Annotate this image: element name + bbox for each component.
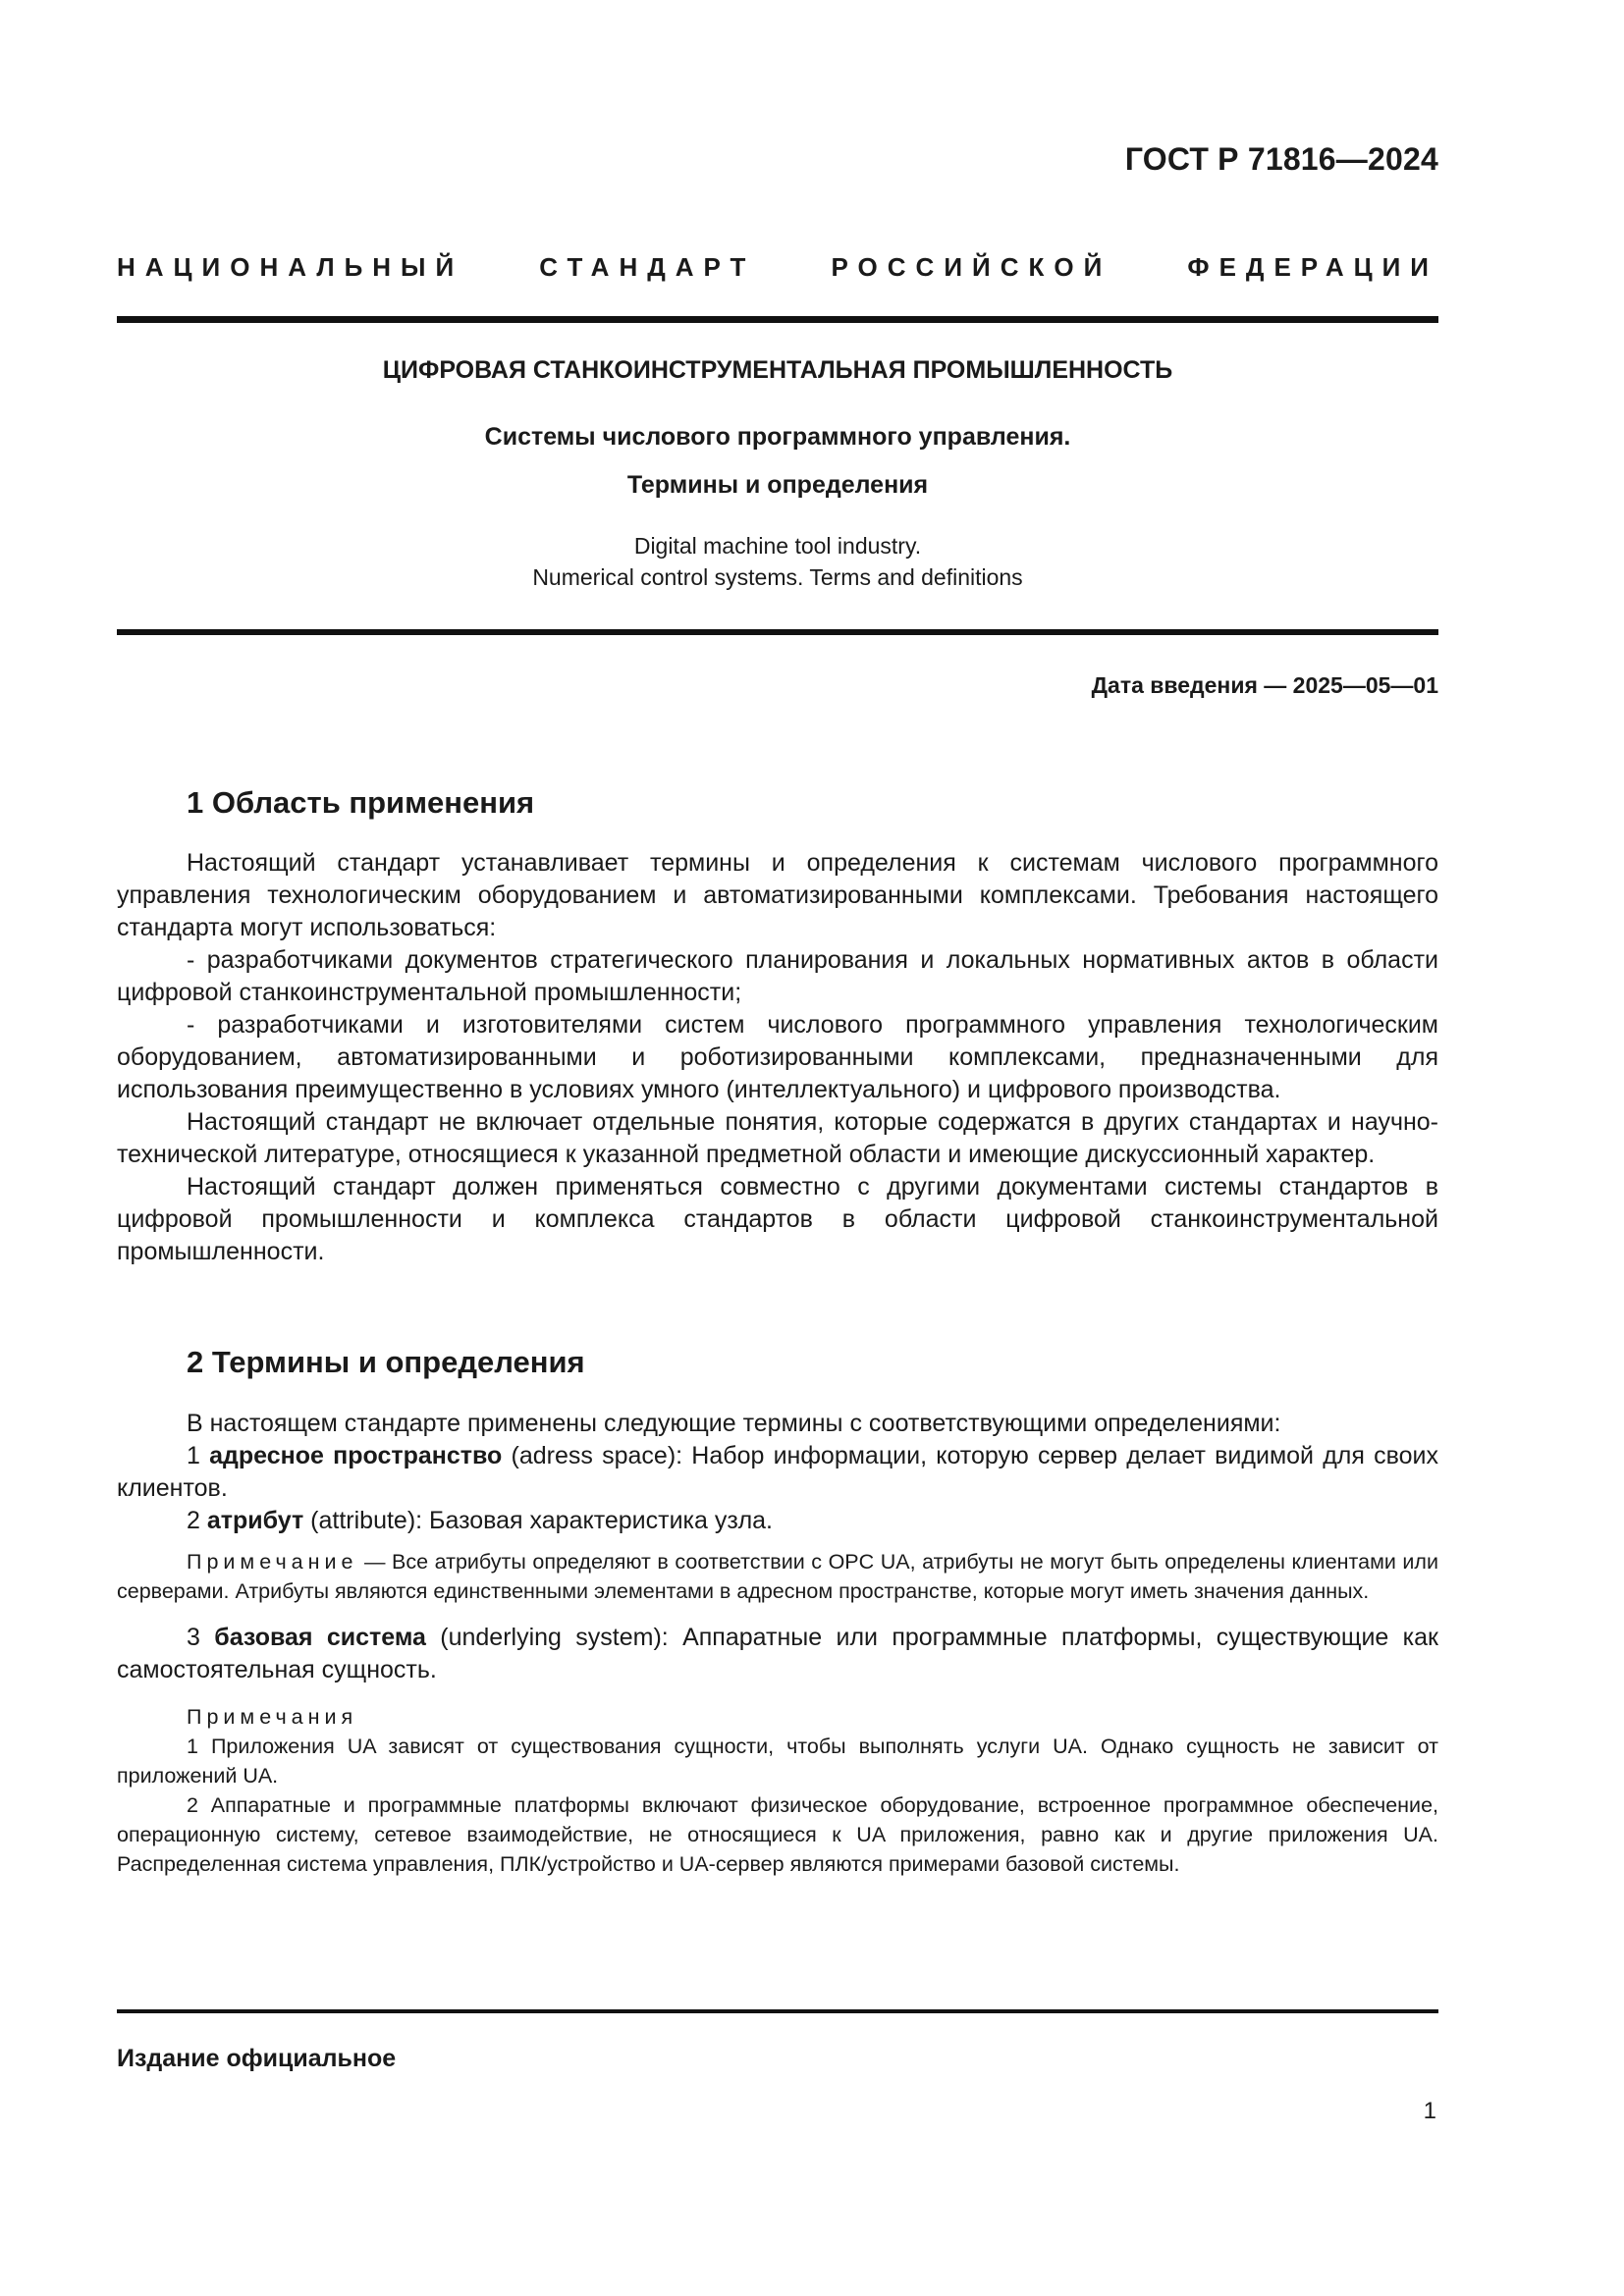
term-name: атрибут xyxy=(206,1507,304,1534)
section-1-body xyxy=(117,847,1438,1268)
introduction-date: Дата введения — 2025—05—01 xyxy=(1091,672,1438,698)
term-entry-3 xyxy=(117,1622,1438,1686)
standard-subtitle-1: Системы числового программного управления. xyxy=(484,423,1071,451)
section-1-paragraph: Настоящий стандарт должен применяться совместно с другими документами системы стандартов в цифровой промышленности и комплекса стандартов в области цифровой станкоинструментальной промышленности. xyxy=(117,1173,1438,1265)
top-divider xyxy=(117,316,1438,323)
note-text: — Все атрибуты определяют в соответствии с OPC UA, атрибуты не могут быть определены клиентами или серверами. Атрибуты являются единственными элементами в адресном пространстве, которые могут иметь значения данных. xyxy=(117,1550,1438,1603)
term-number: 2 xyxy=(187,1507,207,1534)
national-standard-heading: НАЦИОНАЛЬНЫЙ СТАНДАРТ РОССИЙСКОЙ ФЕДЕРАЦИИ xyxy=(117,252,1438,282)
section-2-body xyxy=(117,1408,1438,1879)
english-title-line-1: Digital machine tool industry. xyxy=(633,533,922,559)
title-divider xyxy=(117,629,1438,635)
section-1-list-item: - разработчиками документов стратегического планирования и локальных нормативных актов в области цифровой станкоинструментальной промышленности; xyxy=(117,946,1438,1006)
term-definition: (attribute): Базовая характеристика узла. xyxy=(303,1507,774,1534)
section-1-list-item: - разработчиками и изготовителями систем числового программного управления технологическим оборудованием, автоматизированными и роботизированными комплексами, предназначенными для использования преимущественно в условиях умного (интеллектуального) и цифрового производства. xyxy=(117,1011,1438,1103)
term-definition: (underlying system): Аппаратные или программные платформы, существующие как самостоятельная сущность. xyxy=(117,1624,1438,1683)
note-label: Примечание xyxy=(187,1550,358,1574)
term-3-note-2: 2 Аппаратные и программные платформы включают физическое оборудование, встроенное программное обеспечение, операционную систему, сетевое взаимодействие, не относящиеся к UA приложения, равно как и другие приложения UA. Распределенная система управления, ПЛК/устройство и UA-сервер являются примерами базовой системы. xyxy=(117,1793,1438,1876)
official-edition-label: Издание официальное xyxy=(117,2045,397,2072)
english-title-line-2: Numerical control systems. Terms and definitions xyxy=(532,564,1023,590)
page-number: 1 xyxy=(1423,2098,1436,2124)
term-definition: (adress space): Набор информации, которую сервер делает видимой для своих клиентов. xyxy=(117,1442,1438,1502)
section-2-heading: 2 Термины и определения xyxy=(187,1345,585,1379)
term-3-notes-label: Примечания xyxy=(187,1705,358,1729)
term-number: 1 xyxy=(187,1442,210,1469)
english-title xyxy=(117,530,1438,593)
term-entry-1 xyxy=(117,1440,1438,1505)
term-entry-2 xyxy=(117,1505,1438,1537)
term-3-note-1: 1 Приложения UA зависят от существования сущности, чтобы выполнять услуги UA. Однако сущность не зависит от приложений UA. xyxy=(117,1735,1438,1788)
term-2-note xyxy=(117,1547,1438,1606)
section-2-intro: В настоящем стандарте применены следующие термины с соответствующими определениями: xyxy=(187,1410,1281,1437)
standard-title: ЦИФРОВАЯ СТАНКОИНСТРУМЕНТАЛЬНАЯ ПРОМЫШЛЕННОСТЬ xyxy=(382,356,1173,384)
section-1-paragraph: Настоящий стандарт устанавливает термины и определения к системам числового программного управления технологическим оборудованием и автоматизированными комплексами. Требования настоящего стандарта могут использоваться: xyxy=(117,849,1438,941)
footer-divider xyxy=(117,2009,1438,2013)
term-number: 3 xyxy=(187,1624,215,1651)
term-name: адресное пространство xyxy=(209,1442,503,1469)
section-1-paragraph: Настоящий стандарт не включает отдельные понятия, которые содержатся в других стандартах и научно-технической литературе, относящиеся к указанной предметной области и имеющие дискуссионный характер. xyxy=(117,1108,1438,1168)
gost-number: ГОСТ Р 71816—2024 xyxy=(1124,141,1438,177)
standard-subtitle-2: Термины и определения xyxy=(626,471,929,499)
term-name: базовая система xyxy=(214,1624,426,1651)
section-1-heading: 1 Область применения xyxy=(187,785,535,820)
